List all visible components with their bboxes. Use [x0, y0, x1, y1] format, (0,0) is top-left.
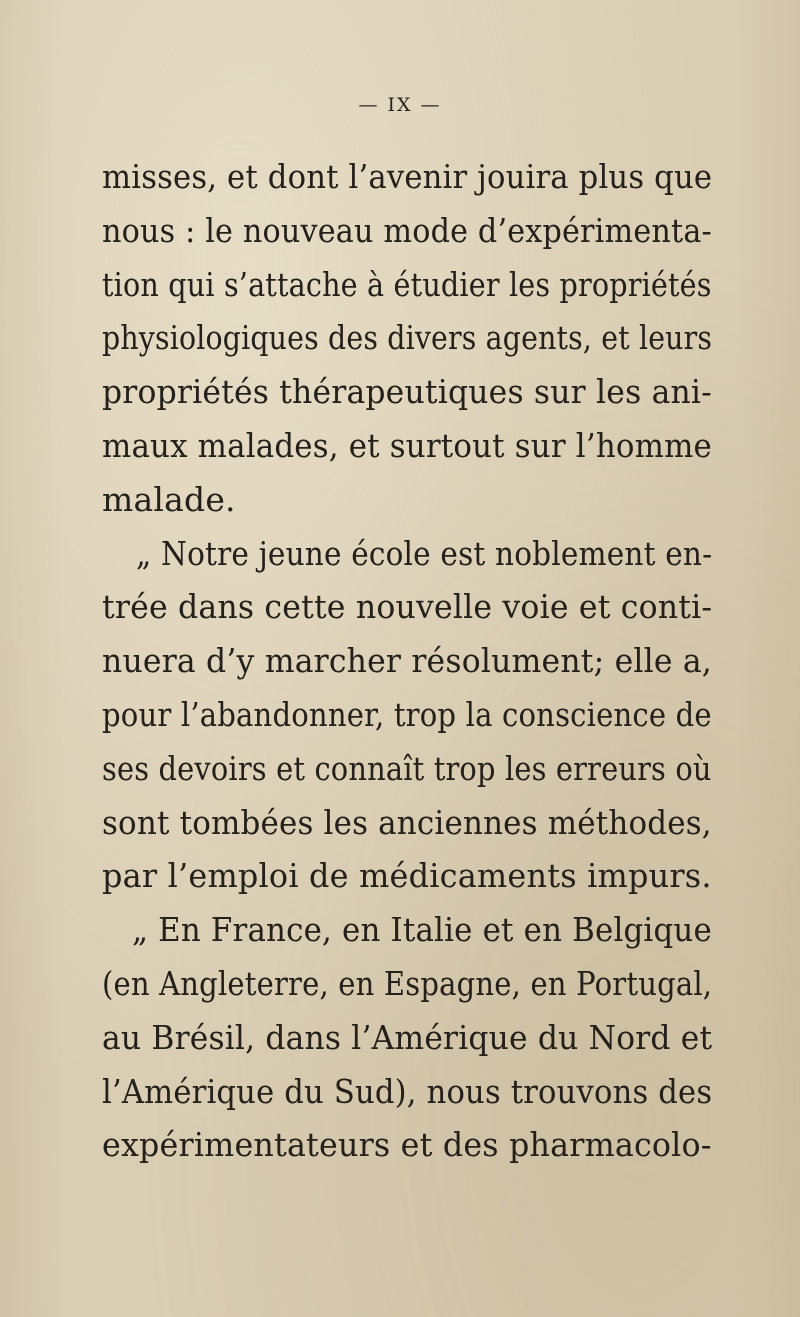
text-line: sont tombées les anciennes méthodes,: [102, 802, 712, 842]
text-line: nuera d’y marcher résolument; elle a,: [102, 641, 712, 681]
body-text: [102, 150, 712, 1172]
text-line: l’Amérique du Sud), nous trouvons des: [102, 1071, 713, 1111]
text-line: ses devoirs et connaît trop les erreurs où: [102, 748, 712, 788]
paragraph-start-line: „ En France, en Italie et en Belgique: [132, 910, 712, 950]
text-line: malade.: [102, 479, 236, 519]
text-line: propriétés thérapeutiques sur les ani-: [102, 372, 712, 412]
text-line: misses, et dont l’avenir jouira plus que: [102, 157, 713, 196]
text-line: maux malades, et surtout sur l’homme: [102, 425, 712, 465]
text-line: par l’emploi de médicaments impurs.: [102, 856, 712, 896]
text-line: au Brésil, dans l’Amérique du Nord et: [102, 1017, 713, 1057]
text-line: pour l’abandonner, trop la conscience de: [102, 694, 712, 734]
text-line: physiologiques des divers agents, et leurs: [102, 318, 713, 358]
page-number: — IX —: [358, 94, 442, 116]
text-line: trée dans cette nouvelle voie et conti-: [102, 587, 713, 627]
text-line: expérimentateurs et des pharmacolo-: [102, 1125, 712, 1165]
paragraph-start-line: „ Notre jeune école est noblement en-: [136, 533, 713, 573]
text-line: (en Angleterre, en Espagne, en Portugal,: [102, 963, 713, 1003]
text-line: tion qui s’attache à étudier les propriétés: [102, 264, 712, 304]
text-line: nous : le nouveau mode d’expérimenta-: [102, 210, 712, 250]
